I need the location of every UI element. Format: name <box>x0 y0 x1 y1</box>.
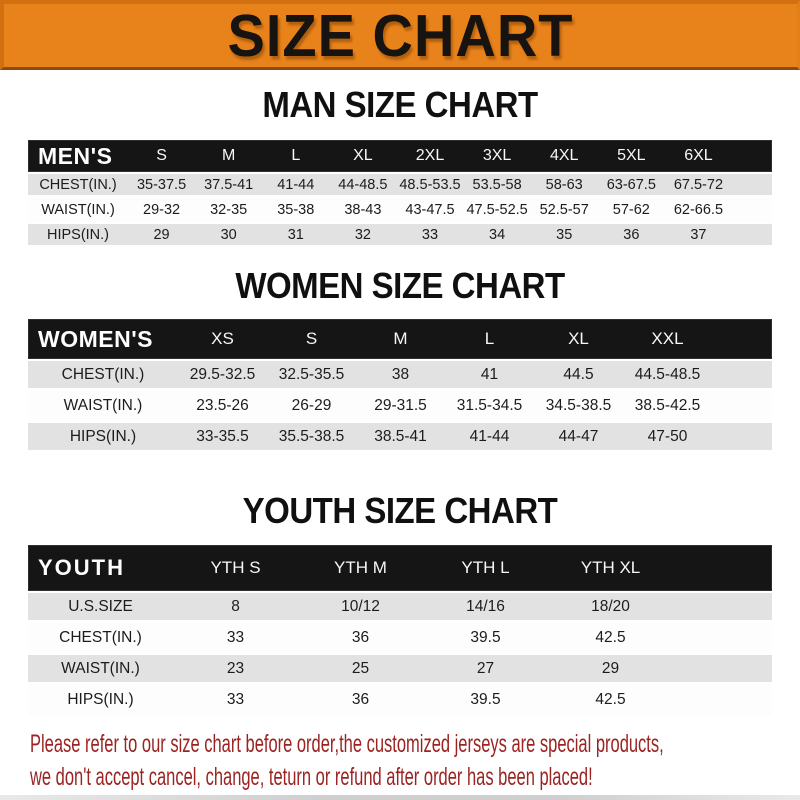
column-header: XL <box>353 147 373 164</box>
column-header: S <box>305 329 318 348</box>
table-cell: 26-29 <box>291 396 332 414</box>
table-cell: 33 <box>226 628 245 646</box>
table-cell: 23.5-26 <box>196 396 249 414</box>
row-label: HIPS(IN.) <box>69 427 137 445</box>
table-cell: 36 <box>623 226 640 243</box>
table-cell: 36 <box>351 690 370 708</box>
row-label: CHEST(IN.) <box>39 176 117 193</box>
column-header: L <box>484 329 495 348</box>
table-cell: 29 <box>601 659 620 677</box>
table-cell: 35-38 <box>277 201 315 218</box>
table-cell: 36 <box>351 628 370 646</box>
table-cell: 38.5-41 <box>374 427 427 445</box>
table-row <box>28 591 772 622</box>
table-cell: 31 <box>287 226 304 243</box>
table-cell: 33-35.5 <box>196 427 249 445</box>
table-row <box>28 421 772 452</box>
table-header-row <box>28 545 772 591</box>
column-header: L <box>291 147 301 164</box>
row-label: WAIST(IN.) <box>61 659 140 677</box>
footer-disclaimer-line2: we don't accept cancel, change, teturn or refund after order has been placed! <box>30 763 593 791</box>
table-cell: 25 <box>351 659 370 677</box>
table-cell: 35.5-38.5 <box>278 427 345 445</box>
table-cell: 29-31.5 <box>374 396 427 414</box>
table-corner-label: YOUTH <box>38 555 125 580</box>
table-cell: 33 <box>421 226 439 243</box>
bottom-edge-strip <box>0 795 800 800</box>
table-cell: 34.5-38.5 <box>545 396 612 414</box>
table-cell: 58-63 <box>545 176 583 193</box>
column-header: YTH M <box>334 558 387 577</box>
table-cell: 47-50 <box>647 427 688 445</box>
table-cell: 41 <box>480 365 499 383</box>
table-row <box>28 653 772 684</box>
men-size-table <box>28 140 772 247</box>
table-cell: 62-66.5 <box>673 201 724 218</box>
table-cell: 30 <box>220 226 237 243</box>
table-cell: 39.5 <box>470 628 501 646</box>
table-cell: 52.5-57 <box>539 201 589 218</box>
table-cell: 29-32 <box>143 201 181 218</box>
table-cell: 31.5-34.5 <box>456 396 523 414</box>
column-header: YTH XL <box>580 558 641 577</box>
row-label: HIPS(IN.) <box>46 226 110 243</box>
table-cell: 35-37.5 <box>136 176 187 193</box>
table-cell: 44-48.5 <box>338 176 388 193</box>
table-cell: 23 <box>226 659 245 677</box>
table-cell: 38.5-42.5 <box>634 396 701 414</box>
column-header: XS <box>211 329 234 348</box>
man-section-heading: MAN SIZE CHART <box>262 84 538 125</box>
table-cell: 39.5 <box>470 690 501 708</box>
table-cell: 8 <box>231 597 240 615</box>
table-corner-label: WOMEN'S <box>38 325 154 352</box>
row-label: WAIST(IN.) <box>63 396 143 414</box>
banner-title: SIZE CHART <box>227 1 574 69</box>
table-row <box>28 622 772 653</box>
column-header: 3XL <box>482 147 512 164</box>
table-cell: 32 <box>354 226 371 243</box>
column-header: YTH S <box>210 558 261 577</box>
column-header: XL <box>568 329 589 348</box>
table-cell: 42.5 <box>595 628 626 646</box>
table-cell: 18/20 <box>591 597 630 615</box>
table-corner-label: MEN'S <box>38 142 113 169</box>
column-header: YTH L <box>461 558 510 577</box>
table-row <box>28 359 772 390</box>
table-cell: 43-47.5 <box>405 201 455 218</box>
table-row <box>28 390 772 421</box>
table-cell: 38-43 <box>344 201 382 218</box>
row-label: U.S.SIZE <box>68 597 133 615</box>
table-cell: 47.5-52.5 <box>466 201 528 218</box>
table-cell: 67.5-72 <box>673 176 724 193</box>
table-cell: 33 <box>226 690 245 708</box>
table-row <box>28 222 772 247</box>
table-cell: 63-67.5 <box>606 176 656 193</box>
table-cell: 27 <box>476 659 495 677</box>
footer-disclaimer-line1: Please refer to our size chart before order,the customized jerseys are special products, <box>30 730 664 758</box>
column-header: M <box>393 329 408 348</box>
table-row <box>28 172 772 197</box>
column-header: S <box>156 147 167 164</box>
table-cell: 44.5 <box>563 365 594 383</box>
table-cell: 37.5-41 <box>204 176 254 193</box>
table-cell: 57-62 <box>612 201 650 218</box>
table-cell: 29 <box>153 226 170 243</box>
table-cell: 44-47 <box>558 427 599 445</box>
table-cell: 14/16 <box>466 597 505 615</box>
table-cell: 32.5-35.5 <box>278 365 345 383</box>
women-size-table <box>28 319 772 452</box>
youth-size-table <box>28 545 772 715</box>
footer-disclaimer <box>30 728 800 794</box>
row-label: CHEST(IN.) <box>61 365 145 383</box>
column-header: 4XL <box>549 147 579 164</box>
table-cell: 35 <box>556 226 573 243</box>
table-header-row <box>28 319 772 359</box>
table-header-row <box>28 140 772 172</box>
row-label: WAIST(IN.) <box>41 201 115 218</box>
row-label: HIPS(IN.) <box>67 690 134 708</box>
table-cell: 10/12 <box>341 597 380 615</box>
table-cell: 38 <box>391 365 410 383</box>
table-cell: 44.5-48.5 <box>634 365 701 383</box>
table-cell: 32-35 <box>210 201 248 218</box>
table-row <box>28 684 772 715</box>
women-section-heading: WOMEN SIZE CHART <box>235 265 565 306</box>
table-cell: 41-44 <box>277 176 315 193</box>
column-header: 6XL <box>684 147 713 164</box>
table-cell: 34 <box>489 226 506 243</box>
table-cell: 41-44 <box>469 427 510 445</box>
column-header: 2XL <box>415 147 445 164</box>
column-header: XXL <box>651 329 684 348</box>
column-header: 5XL <box>617 147 646 164</box>
row-label: CHEST(IN.) <box>59 628 142 646</box>
table-cell: 53.5-58 <box>472 176 522 193</box>
table-row <box>28 197 772 222</box>
youth-section-heading: YOUTH SIZE CHART <box>242 490 558 531</box>
table-cell: 42.5 <box>595 690 626 708</box>
table-cell: 37 <box>690 226 707 243</box>
table-cell: 48.5-53.5 <box>399 176 461 193</box>
column-header: M <box>222 147 236 164</box>
size-chart-banner <box>0 0 800 70</box>
table-cell: 29.5-32.5 <box>189 365 256 383</box>
